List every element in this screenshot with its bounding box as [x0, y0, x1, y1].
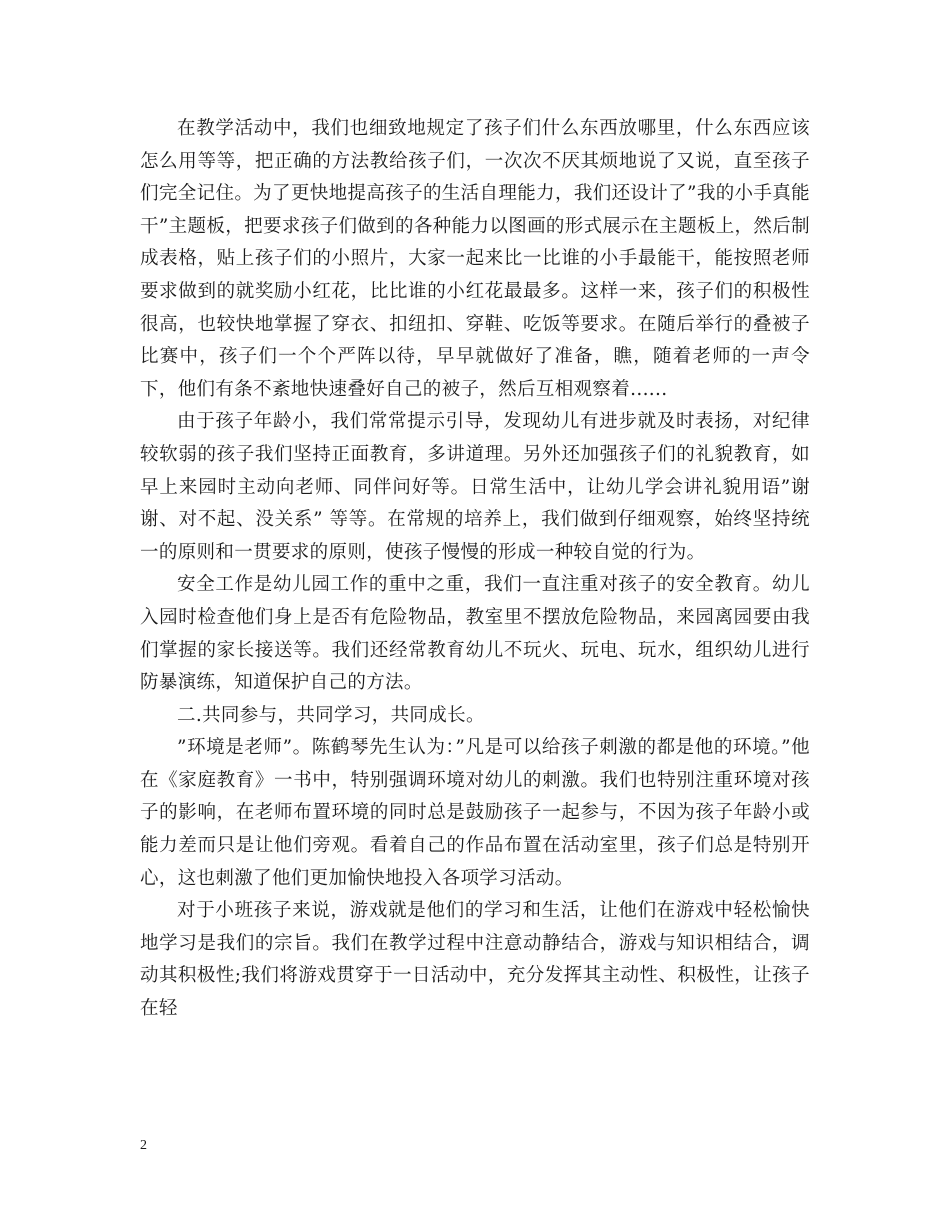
- paragraph-games-learning: 对于小班孩子来说，游戏就是他们的学习和生活，让他们在游戏中轻松愉快地学习是我们的宗旨。我们在教学过程中注意动静结合，游戏与知识相结合，调动其积极性;我们将游戏贯穿于一日活动中，充分发挥其主动性、积极性，让孩子在轻: [140, 900, 810, 1020]
- paragraph-manners-education: 由于孩子年龄小，我们常常提示引导，发现幼儿有进步就及时表扬，对纪律较软弱的孩子我们坚持正面教育，多讲道理。另外还加强孩子们的礼貌教育，如早上来园时主动向老师、同伴问好等。日常生活中，让幼儿学会讲礼貌用语”谢谢、对不起、没关系” 等等。在常规的培养上，我们做到仔细观察，始终坚持统一的原则和一贯要求的原则，使孩子慢慢的形成一种较自觉的行为。: [140, 411, 810, 563]
- section-heading: 二.共同参与，共同学习，共同成长。: [177, 704, 485, 726]
- page-number: 2: [140, 1138, 147, 1153]
- paragraph-safety-work: 安全工作是幼儿园工作的重中之重，我们一直注重对孩子的安全教育。幼儿入园时检查他们身上是否有危险物品，教室里不摆放危险物品，来园离园要由我们掌握的家长接送等。我们还经常教育幼儿不玩火、玩电、玩水，组织幼儿进行防暴演练，知道保护自己的方法。: [140, 574, 810, 694]
- document-body: [140, 113, 810, 1026]
- paragraph-daily-routine-teaching: 在教学活动中，我们也细致地规定了孩子们什么东西放哪里，什么东西应该怎么用等等，把正确的方法教给孩子们，一次次不厌其烦地说了又说，直至孩子们完全记住。为了更快地提高孩子的生活自理能力，我们还设计了”我的小手真能干”主题板，把要求孩子们做到的各种能力以图画的形式展示在主题板上，然后制成表格，贴上孩子们的小照片，大家一起来比一比谁的小手最能干，能按照老师要求做到的就奖励小红花，比比谁的小红花最最多。这样一来，孩子们的积极性很高，也较快地掌握了穿衣、扣纽扣、穿鞋、吃饭等要求。在随后举行的叠被子比赛中，孩子们一个个严阵以待，早早就做好了准备，瞧，随着老师的一声令下，他们有条不紊地快速叠好自己的被子，然后互相观察着......: [140, 118, 810, 400]
- paragraph-environment: ”环境是老师”。陈鹤琴先生认为：”凡是可以给孩子刺激的都是他的环境。”他在《家庭教育》一书中，特别强调环境对幼儿的刺激。我们也特别注重环境对孩子的影响，在老师布置环境的同时总是鼓励孩子一起参与，不因为孩子年龄小或能力差而只是让他们旁观。看着自己的作品布置在活动室里，孩子们总是特别开心，这也刺激了他们更加愉快地投入各项学习活动。: [140, 737, 810, 889]
